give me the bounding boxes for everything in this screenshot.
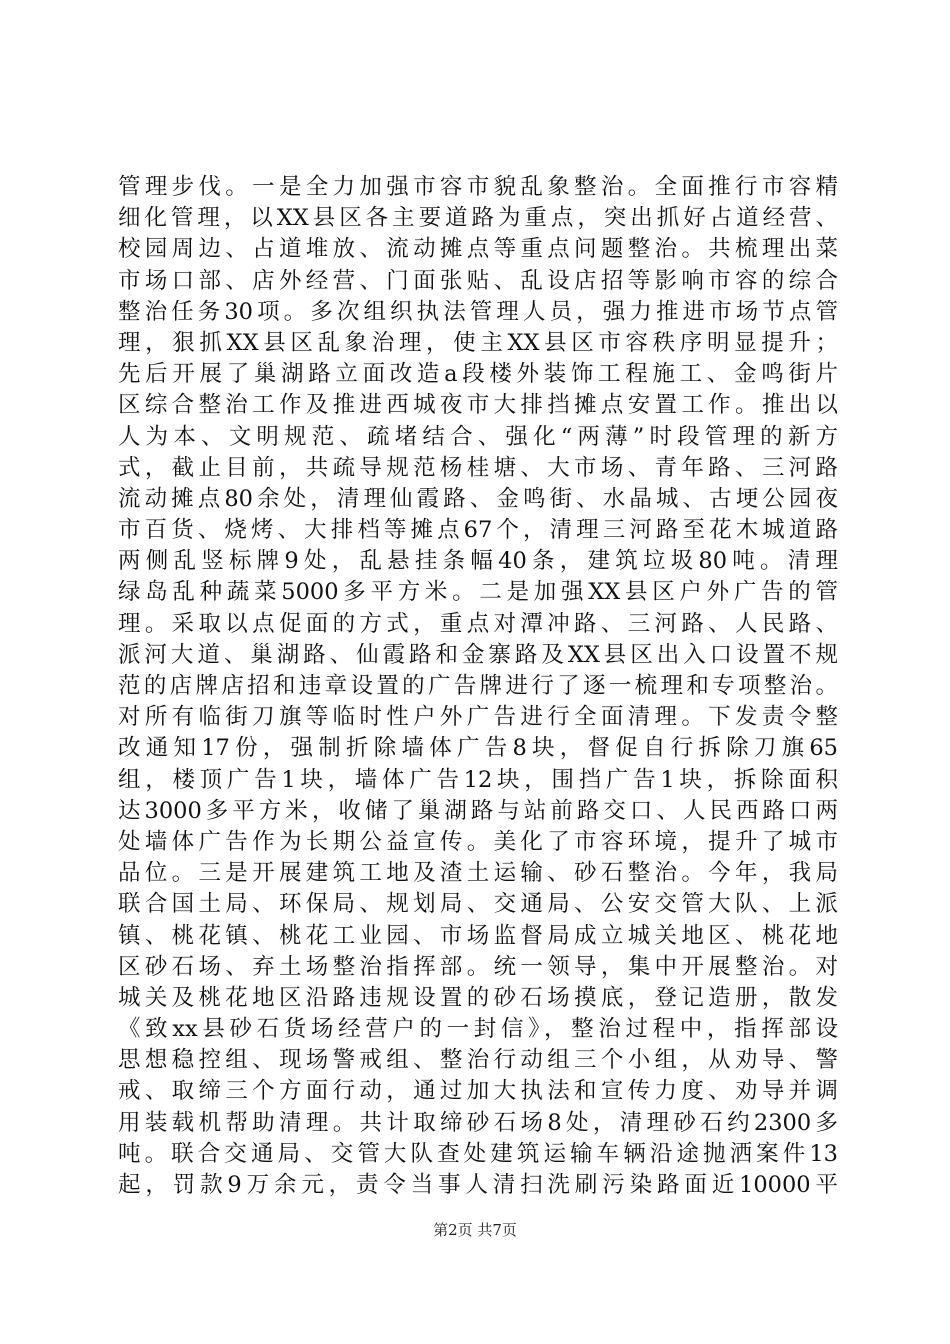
text-line: 组，楼顶广告1块，墙体广告12块，围挡广告1块，拆除面积: [118, 766, 838, 793]
text-line: 用装载机帮助清理。共计取缔砂石场8处，清理砂石约2300多: [118, 1109, 838, 1136]
text-line: 思想稳控组、现场警戒组、整治行动组三个小组，从劝导、警: [118, 1047, 838, 1074]
text-line: 整治任务30项。多次组织执法管理人员，强力推进市场节点管: [118, 298, 838, 325]
text-line: 细化管理，以XX县区各主要道路为重点，突出抓好占道经营、: [118, 205, 838, 232]
text-line: 联合国土局、环保局、规划局、交通局、公安交管大队、上派: [118, 891, 838, 918]
text-line: 校园周边、占道堆放、流动摊点等重点问题整治。共梳理出菜: [118, 236, 838, 263]
text-line: 品位。三是开展建筑工地及渣土运输、砂石整治。今年，我局: [118, 860, 838, 887]
text-line: 两侧乱竖标牌9处，乱悬挂条幅40条，建筑垃圾80吨。清理: [118, 548, 838, 575]
text-line: 管理步伐。一是全力加强市容市貌乱象整治。全面推行市容精: [118, 174, 838, 200]
text-line: 城关及桃花地区沿路违规设置的砂石场摸底，登记造册，散发: [118, 984, 838, 1011]
text-line: 范的店牌店招和违章设置的广告牌进行了逐一梳理和专项整治。: [118, 673, 838, 699]
page-number-footer: 第2页 共7页: [433, 1221, 517, 1239]
text-line: 理。采取以点促面的方式，重点对潭冲路、三河路、人民路、: [118, 610, 838, 637]
text-line: 对所有临街刀旗等临时性户外广告进行全面清理。下发责令整: [118, 704, 838, 731]
text-line: 先后开展了巢湖路立面改造a段楼外装饰工程施工、金鸣街片: [118, 361, 838, 388]
text-line: 达3000多平方米，收储了巢湖路与站前路交口、人民西路口两: [118, 797, 838, 824]
text-line: 《致xx县砂石货场经营户的一封信》，整治过程中，指挥部设: [118, 1016, 838, 1043]
text-line: 流动摊点80余处，清理仙霞路、金鸣街、水晶城、古埂公园夜: [118, 485, 838, 512]
text-line: 戒、取缔三个方面行动，通过加大执法和宣传力度、劝导并调: [118, 1078, 838, 1105]
text-line: 市百货、烧烤、大排档等摊点67个，清理三河路至花木城道路: [118, 517, 838, 544]
text-line: 理，狠抓XX县区乱象治理，使主XX县区市容秩序明显提升；: [118, 329, 838, 356]
text-line: 镇、桃花镇、桃花工业园、市场监督局成立城关地区、桃花地: [118, 922, 838, 949]
text-line: 绿岛乱种蔬菜5000多平方米。二是加强XX县区户外广告的管: [118, 579, 838, 606]
body-paragraph: [118, 172, 838, 1201]
text-line: 处墙体广告作为长期公益宣传。美化了市容环境，提升了城市: [118, 828, 838, 855]
text-line: 式，截止目前，共疏导规范杨桂塘、大市场、青年路、三河路: [118, 454, 838, 481]
text-line: 改通知17份，强制折除墙体广告8块，督促自行拆除刀旗65: [118, 735, 838, 762]
text-line: 市场口部、店外经营、门面张贴、乱设店招等影响市容的综合: [118, 267, 838, 294]
text-line: 派河大道、巢湖路、仙霞路和金寨路及XX县区出入口设置不规: [118, 641, 838, 668]
text-line: 人为本、文明规范、疏堵结合、强化“两薄”时段管理的新方: [118, 423, 838, 450]
text-line: 吨。联合交通局、交管大队查处建筑运输车辆沿途抛洒案件13: [118, 1140, 838, 1167]
text-line: 区综合整治工作及推进西城夜市大排挡摊点安置工作。推出以: [118, 392, 838, 419]
text-line: 区砂石场、弃土场整治指挥部。统一领导，集中开展整治。对: [118, 953, 838, 980]
text-line: 起，罚款9万余元，责令当事人清扫洗刷污染路面近10000平: [118, 1172, 838, 1198]
